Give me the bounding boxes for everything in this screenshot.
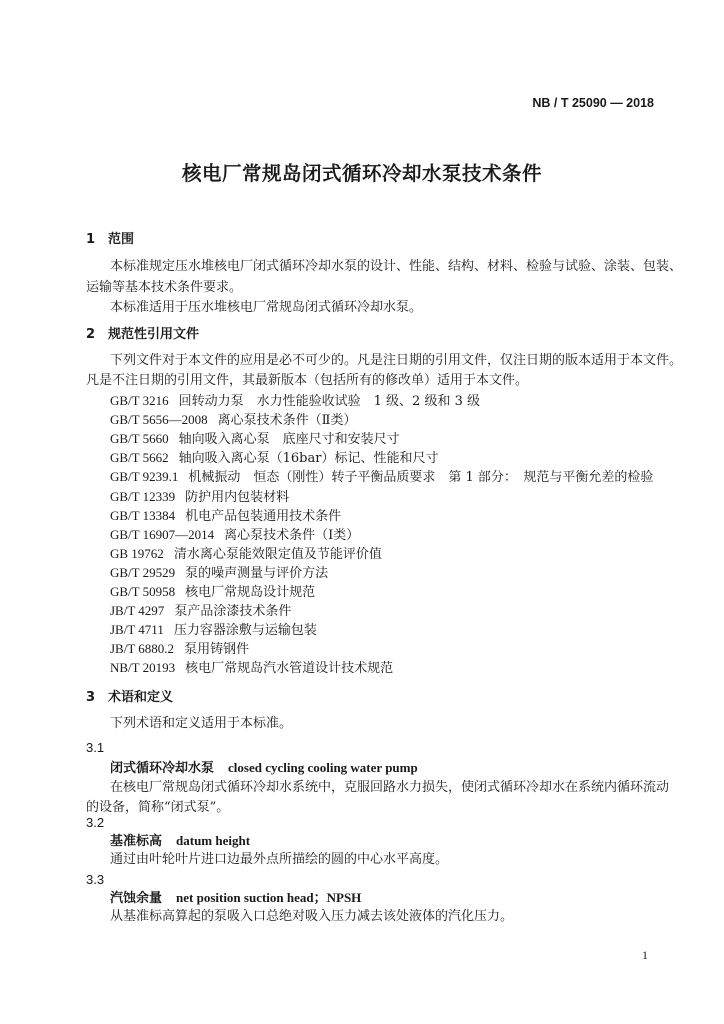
reference-item bbox=[110, 489, 289, 506]
standard-code: NB / T 25090 — 2018 bbox=[532, 96, 654, 110]
definition-line: 在核电厂常规岛闭式循环冷却水系统中，克服回路水力损失，使闭式循环冷却水在系统内循环流动 bbox=[110, 780, 670, 795]
reference-code: GB/T 3216 bbox=[110, 393, 169, 408]
section-title: 范围 bbox=[108, 232, 135, 247]
term-heading bbox=[110, 833, 250, 850]
reference-code: NB/T 20193 bbox=[110, 660, 176, 675]
subclause-number: 3.2 bbox=[86, 815, 105, 830]
reference-item bbox=[110, 546, 382, 563]
reference-item bbox=[110, 584, 315, 601]
term-chinese: 基准标高 bbox=[110, 834, 163, 849]
reference-code: GB/T 16907—2014 bbox=[110, 527, 215, 542]
reference-code: GB/T 9239.1 bbox=[110, 469, 179, 484]
reference-title: 泵产品涂漆技术条件 bbox=[174, 604, 292, 619]
section-number: 2 bbox=[86, 327, 96, 342]
reference-item bbox=[110, 565, 328, 582]
reference-item bbox=[110, 527, 359, 544]
section-1-heading bbox=[86, 232, 134, 248]
reference-item bbox=[110, 660, 393, 677]
reference-code: GB/T 29529 bbox=[110, 565, 176, 580]
reference-item bbox=[110, 469, 653, 486]
section-3-heading bbox=[86, 690, 173, 706]
section-2-heading bbox=[86, 327, 199, 343]
paragraph-line: 本标准规定压水堆核电厂闭式循环冷却水泵的设计、性能、结构、材料、检验与试验、涂装、包装、 bbox=[110, 259, 683, 274]
term-english: net position suction head；NPSH bbox=[176, 890, 362, 905]
subclause-number: 3.1 bbox=[86, 740, 105, 755]
definition-line: 的设备，简称“闭式泵”。 bbox=[86, 800, 230, 815]
reference-code: JB/T 4711 bbox=[110, 622, 164, 637]
reference-title: 泵用铸钢件 bbox=[184, 642, 250, 657]
reference-title: 防护用内包装材料 bbox=[185, 490, 290, 505]
reference-item bbox=[110, 603, 291, 620]
reference-title: 轴向吸入离心泵（16bar）标记、性能和尺寸 bbox=[178, 451, 439, 466]
reference-code: GB/T 50958 bbox=[110, 584, 176, 599]
reference-code: GB/T 12339 bbox=[110, 489, 176, 504]
reference-title: 清水离心泵能效限定值及节能评价值 bbox=[173, 547, 382, 562]
reference-item bbox=[110, 622, 317, 639]
reference-title: 轴向吸入离心泵 底座尺寸和安装尺寸 bbox=[178, 432, 400, 447]
reference-code: GB/T 5656—2008 bbox=[110, 412, 208, 427]
document-title: 核电厂常规岛闭式循环冷却水泵技术条件 bbox=[181, 162, 542, 185]
definition-line: 通过由叶轮叶片进口边最外点所描绘的圆的中心水平高度。 bbox=[110, 852, 449, 867]
reference-title: 机械振动 恒态（刚性）转子平衡品质要求 第 1 部分： 规范与平衡允差的检验 bbox=[188, 470, 654, 485]
term-chinese: 闭式循环冷却水泵 bbox=[110, 761, 215, 776]
page-number: 1 bbox=[642, 948, 648, 962]
reference-code: GB/T 5662 bbox=[110, 450, 169, 465]
reference-item bbox=[110, 393, 480, 410]
section-title: 规范性引用文件 bbox=[108, 327, 200, 342]
section-number: 1 bbox=[86, 232, 96, 247]
paragraph-line: 下列术语和定义适用于本标准。 bbox=[110, 716, 293, 731]
reference-item bbox=[110, 450, 438, 467]
reference-code: GB/T 5660 bbox=[110, 431, 169, 446]
paragraph-line: 运输等基本技术条件要求。 bbox=[86, 280, 243, 295]
subclause-number: 3.3 bbox=[86, 872, 105, 887]
reference-title: 压力容器涂敷与运输包装 bbox=[173, 623, 317, 638]
reference-title: 离心泵技术条件（Ⅰ类） bbox=[224, 528, 360, 543]
reference-title: 核电厂常规岛汽水管道设计技术规范 bbox=[185, 661, 394, 676]
term-english: closed cycling cooling water pump bbox=[228, 760, 418, 775]
reference-title: 核电厂常规岛设计规范 bbox=[185, 585, 316, 600]
paragraph-line: 凡是不注日期的引用文件，其最新版本（包括所有的修改单）适用于本文件。 bbox=[86, 373, 529, 388]
term-heading bbox=[110, 890, 361, 907]
section-title: 术语和定义 bbox=[108, 690, 174, 705]
reference-item bbox=[110, 641, 249, 658]
reference-code: JB/T 4297 bbox=[110, 603, 165, 618]
reference-code: GB 19762 bbox=[110, 546, 164, 561]
reference-item bbox=[110, 508, 341, 525]
reference-title: 机电产品包装通用技术条件 bbox=[185, 509, 342, 524]
reference-item bbox=[110, 412, 356, 429]
term-chinese: 汽蚀余量 bbox=[110, 891, 163, 906]
reference-title: 泵的噪声测量与评价方法 bbox=[185, 566, 329, 581]
term-english: datum height bbox=[176, 833, 251, 848]
reference-code: GB/T 13384 bbox=[110, 508, 176, 523]
definition-line: 从基准标高算起的泵吸入口总绝对吸入压力减去该处液体的汽化压力。 bbox=[110, 909, 514, 924]
section-number: 3 bbox=[86, 690, 96, 705]
reference-title: 回转动力泵 水力性能验收试验 1 级、2 级和 3 级 bbox=[178, 394, 480, 409]
term-heading bbox=[110, 760, 418, 777]
reference-code: JB/T 6880.2 bbox=[110, 641, 175, 656]
reference-item bbox=[110, 431, 400, 448]
paragraph-line: 下列文件对于本文件的应用是必不可少的。凡是注日期的引用文件，仅注日期的版本适用于本文件。 bbox=[110, 353, 683, 368]
paragraph-line: 本标准适用于压水堆核电厂常规岛闭式循环冷却水泵。 bbox=[110, 300, 423, 315]
reference-title: 离心泵技术条件（Ⅱ类） bbox=[217, 413, 357, 428]
